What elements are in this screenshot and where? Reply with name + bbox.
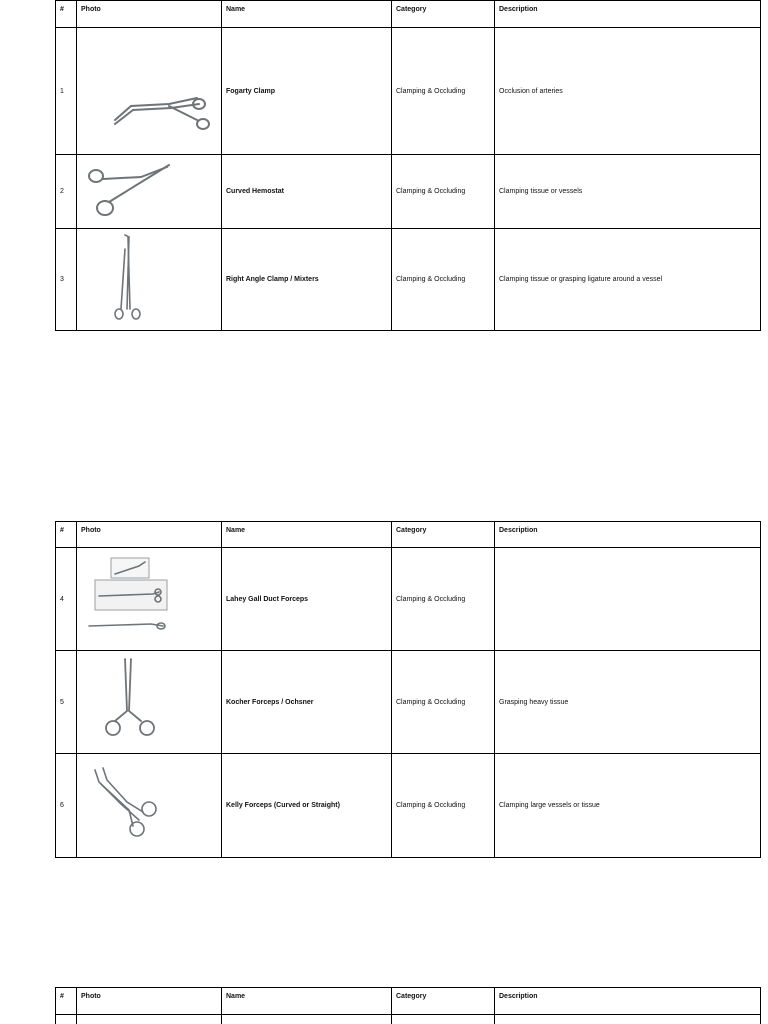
photo-cell — [77, 754, 222, 858]
instrument-description: Clamping tissue or grasping ligature around a vessel — [495, 229, 761, 331]
header-num: # — [56, 988, 77, 1015]
table-row — [56, 754, 761, 858]
photo-cell — [77, 28, 222, 155]
instrument-name: Fogarty Clamp — [222, 28, 392, 155]
instrument-name: Kocher Forceps / Ochsner — [222, 651, 392, 754]
row-num: 5 — [56, 651, 77, 754]
table-header-row — [56, 522, 761, 548]
instrument-table-1 — [55, 0, 761, 331]
photo-cell — [77, 548, 222, 651]
instrument-name: Lahey Gall Duct Forceps — [222, 548, 392, 651]
photo-cell — [77, 229, 222, 331]
instrument-category: Clamping & Occluding — [392, 229, 495, 331]
instrument-description: Clamping tissue or vessels — [495, 155, 761, 229]
instrument-description: Grasping heavy tissue — [495, 651, 761, 754]
instrument-category: Clamping & Occluding — [392, 28, 495, 155]
right-angle-clamp-icon — [81, 229, 217, 330]
instrument-category: Clamping & Occluding — [392, 754, 495, 858]
instrument-description: Occlusion of arteries — [495, 28, 761, 155]
header-photo: Photo — [77, 522, 222, 548]
table-row — [56, 155, 761, 229]
instrument-table-2 — [55, 521, 761, 858]
header-name: Name — [222, 988, 392, 1015]
header-description: Description — [495, 1, 761, 28]
header-category: Category — [392, 988, 495, 1015]
table-row — [56, 229, 761, 331]
lahey-forceps-icon — [81, 548, 217, 650]
table-row — [56, 651, 761, 754]
instrument-category: Clamping & Occluding — [392, 651, 495, 754]
header-description: Description — [495, 522, 761, 548]
instrument-category: Clamping & Occluding — [392, 155, 495, 229]
header-name: Name — [222, 522, 392, 548]
row-num: 3 — [56, 229, 77, 331]
header-category: Category — [392, 522, 495, 548]
header-num: # — [56, 1, 77, 28]
curved-hemostat-icon — [81, 155, 217, 228]
table-header-row — [56, 1, 761, 28]
instrument-description: Clamping large vessels or tissue — [495, 754, 761, 858]
instrument-name: Right Angle Clamp / Mixters — [222, 229, 392, 331]
row-num: 1 — [56, 28, 77, 155]
header-num: # — [56, 522, 77, 548]
row-num: 6 — [56, 754, 77, 858]
kelly-forceps-icon — [81, 754, 217, 857]
instrument-description — [495, 548, 761, 651]
header-category: Category — [392, 1, 495, 28]
header-photo: Photo — [77, 1, 222, 28]
table-row — [56, 548, 761, 651]
instrument-name: Kelly Forceps (Curved or Straight) — [222, 754, 392, 858]
table-header-row — [56, 988, 761, 1015]
instrument-table-3 — [55, 987, 761, 1024]
header-description: Description — [495, 988, 761, 1015]
table-row — [56, 1015, 761, 1024]
photo-cell — [77, 1015, 222, 1024]
header-photo: Photo — [77, 988, 222, 1015]
header-name: Name — [222, 1, 392, 28]
photo-cell — [77, 651, 222, 754]
row-num: 4 — [56, 548, 77, 651]
kocher-forceps-icon — [81, 651, 217, 753]
row-num: 2 — [56, 155, 77, 229]
fogarty-clamp-icon — [81, 28, 217, 154]
table-row — [56, 28, 761, 155]
instrument-name: Curved Hemostat — [222, 155, 392, 229]
photo-cell — [77, 155, 222, 229]
instrument-category: Clamping & Occluding — [392, 548, 495, 651]
